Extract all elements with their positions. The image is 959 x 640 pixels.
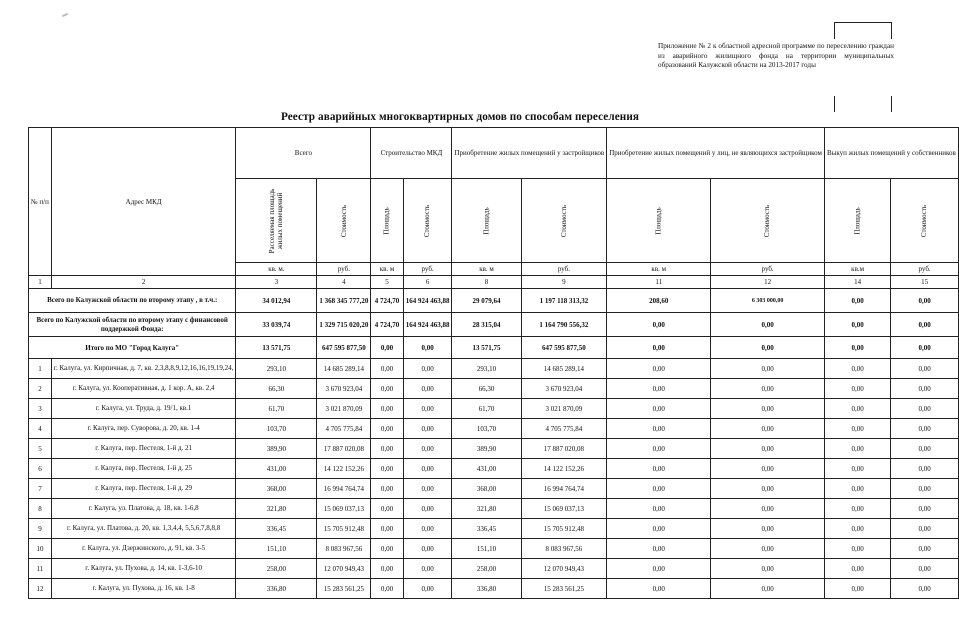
row-address: г. Калуга, ул. Платова, д. 20, кв. 1,3,4,4, 5,5,6,7,8,8,8 bbox=[51, 519, 236, 539]
subtotal-label: Итого по МО "Город Калуга" bbox=[29, 337, 236, 359]
table-row bbox=[29, 419, 959, 439]
row-value: 0,00 bbox=[403, 439, 452, 459]
total-value: 0,00 bbox=[824, 289, 890, 313]
row-number: 8 bbox=[29, 499, 52, 519]
row-value: 0,00 bbox=[403, 479, 452, 499]
unit-cell: руб. bbox=[891, 263, 959, 276]
row-value: 0,00 bbox=[371, 419, 403, 439]
header-subcol-label: Стоимость bbox=[920, 204, 929, 237]
row-value: 389,90 bbox=[236, 439, 317, 459]
column-number: 4 bbox=[317, 276, 371, 289]
row-number: 5 bbox=[29, 439, 52, 459]
unit-cell: кв. м bbox=[607, 263, 711, 276]
row-value: 14 122 152,26 bbox=[521, 459, 607, 479]
row-value: 151,10 bbox=[236, 539, 317, 559]
row-value: 0,00 bbox=[824, 539, 890, 559]
row-address: г. Калуга, ул. Платова, д. 18, кв. 1-6,8 bbox=[51, 499, 236, 519]
row-value: 4 705 775,84 bbox=[317, 419, 371, 439]
column-number: 11 bbox=[607, 276, 711, 289]
total-value: 28 315,04 bbox=[452, 313, 521, 337]
header-subcol bbox=[317, 179, 371, 263]
total-value: 0,00 bbox=[824, 313, 890, 337]
row-value: 0,00 bbox=[891, 419, 959, 439]
total-label: Всего по Калужской области по второму этапу с финансовой поддержкой Фонда: bbox=[29, 313, 236, 337]
row-number: 2 bbox=[29, 379, 52, 399]
row-value: 293,10 bbox=[452, 359, 521, 379]
row-address: г. Калуга, ул. Труда, д. 19/1, кв.1 bbox=[51, 399, 236, 419]
row-value: 0,00 bbox=[711, 439, 825, 459]
row-value: 258,00 bbox=[452, 559, 521, 579]
row-value: 0,00 bbox=[824, 439, 890, 459]
corner-frame-bottom bbox=[834, 96, 892, 112]
total-value: 164 924 463,88 bbox=[403, 289, 452, 313]
header-subcol bbox=[403, 179, 452, 263]
subtotal-value: 647 595 877,50 bbox=[317, 337, 371, 359]
header-group-buyout: Выкуп жилых помещений у собственников bbox=[824, 128, 958, 179]
header-subcol bbox=[711, 179, 825, 263]
row-value: 0,00 bbox=[711, 539, 825, 559]
row-value: 368,00 bbox=[236, 479, 317, 499]
row-value: 16 994 764,74 bbox=[521, 479, 607, 499]
row-value: 0,00 bbox=[824, 419, 890, 439]
row-value: 0,00 bbox=[371, 479, 403, 499]
row-value: 0,00 bbox=[824, 579, 890, 599]
row-value: 0,00 bbox=[371, 519, 403, 539]
row-value: 15 705 912,48 bbox=[317, 519, 371, 539]
table-row bbox=[29, 519, 959, 539]
row-value: 15 283 561,25 bbox=[317, 579, 371, 599]
table-row bbox=[29, 379, 959, 399]
subtotal-row bbox=[29, 337, 959, 359]
row-value: 0,00 bbox=[711, 419, 825, 439]
column-number: 3 bbox=[236, 276, 317, 289]
header-subcol-label: Стоимость bbox=[423, 204, 432, 237]
table-row bbox=[29, 359, 959, 379]
header-subcol-label: Площадь bbox=[853, 206, 862, 235]
row-value: 0,00 bbox=[607, 459, 711, 479]
row-number: 7 bbox=[29, 479, 52, 499]
row-value: 0,00 bbox=[891, 539, 959, 559]
total-value: 1 368 345 777,20 bbox=[317, 289, 371, 313]
total-value: 0,00 bbox=[711, 313, 825, 337]
row-value: 0,00 bbox=[403, 579, 452, 599]
row-value: 0,00 bbox=[711, 519, 825, 539]
header-subcol-label: Площадь bbox=[482, 206, 491, 235]
unit-cell: кв. м. bbox=[236, 263, 317, 276]
unit-cell: руб. bbox=[403, 263, 452, 276]
total-value: 208,60 bbox=[607, 289, 711, 313]
row-value: 0,00 bbox=[371, 439, 403, 459]
total-value: 4 724,70 bbox=[371, 313, 403, 337]
row-value: 0,00 bbox=[371, 359, 403, 379]
header-address: Адрес МКД bbox=[51, 128, 236, 276]
row-value: 336,80 bbox=[236, 579, 317, 599]
row-number: 1 bbox=[29, 359, 52, 379]
row-value: 17 887 020,08 bbox=[521, 439, 607, 459]
subtotal-value: 0,00 bbox=[824, 337, 890, 359]
row-value: 0,00 bbox=[824, 359, 890, 379]
row-value: 0,00 bbox=[824, 399, 890, 419]
row-number: 12 bbox=[29, 579, 52, 599]
header-subcol-label: Стоимость bbox=[339, 204, 348, 237]
row-value: 0,00 bbox=[607, 399, 711, 419]
row-value: 66,30 bbox=[452, 379, 521, 399]
row-value: 14 685 289,14 bbox=[521, 359, 607, 379]
row-value: 0,00 bbox=[824, 479, 890, 499]
row-value: 12 070 949,43 bbox=[521, 559, 607, 579]
column-number: 6 bbox=[403, 276, 452, 289]
row-address: г. Калуга, пер. Суворова, д. 20, кв. 1-4 bbox=[51, 419, 236, 439]
row-address: г. Калуга, ул. Пухова, д. 16, кв. 1-8 bbox=[51, 579, 236, 599]
row-value: 0,00 bbox=[711, 479, 825, 499]
row-value: 0,00 bbox=[891, 499, 959, 519]
row-value: 15 069 037,13 bbox=[521, 499, 607, 519]
row-value: 0,00 bbox=[371, 459, 403, 479]
header-subcol bbox=[371, 179, 403, 263]
total-value: 4 724,70 bbox=[371, 289, 403, 313]
column-number: 15 bbox=[891, 276, 959, 289]
registry-table bbox=[28, 127, 959, 599]
row-value: 0,00 bbox=[403, 539, 452, 559]
column-number: 8 bbox=[452, 276, 521, 289]
row-value: 0,00 bbox=[607, 559, 711, 579]
row-value: 0,00 bbox=[607, 419, 711, 439]
header-subcol bbox=[521, 179, 607, 263]
row-value: 0,00 bbox=[891, 519, 959, 539]
total-value: 29 079,64 bbox=[452, 289, 521, 313]
row-value: 0,00 bbox=[891, 479, 959, 499]
row-value: 0,00 bbox=[371, 399, 403, 419]
header-group-non-developers: Приобретение жилых помещений у лиц, не являющихся застройщиком bbox=[607, 128, 825, 179]
total-value: 34 012,94 bbox=[236, 289, 317, 313]
row-value: 0,00 bbox=[891, 459, 959, 479]
row-value: 0,00 bbox=[371, 379, 403, 399]
table-row bbox=[29, 539, 959, 559]
total-value: 1 164 790 556,32 bbox=[521, 313, 607, 337]
subtotal-value: 13 571,75 bbox=[236, 337, 317, 359]
subtotal-value: 0,00 bbox=[711, 337, 825, 359]
header-subcol-label: Стоимость bbox=[559, 204, 568, 237]
row-value: 0,00 bbox=[891, 439, 959, 459]
row-value: 0,00 bbox=[607, 519, 711, 539]
row-value: 336,80 bbox=[452, 579, 521, 599]
row-value: 8 083 967,56 bbox=[317, 539, 371, 559]
row-value: 12 070 949,43 bbox=[317, 559, 371, 579]
row-value: 0,00 bbox=[711, 379, 825, 399]
table-row bbox=[29, 559, 959, 579]
row-value: 0,00 bbox=[711, 359, 825, 379]
annex-note: Приложение № 2 к областной адресной программе по переселению граждан из аварийного жилищного фонда на территории муниципальных образований Калужской области на 2013-2017 годы bbox=[658, 42, 894, 70]
unit-cell: кв. м bbox=[452, 263, 521, 276]
row-value: 0,00 bbox=[607, 579, 711, 599]
row-value: 258,00 bbox=[236, 559, 317, 579]
row-value: 103,70 bbox=[236, 419, 317, 439]
row-value: 0,00 bbox=[711, 459, 825, 479]
row-value: 0,00 bbox=[824, 379, 890, 399]
subtotal-value: 0,00 bbox=[371, 337, 403, 359]
total-value: 1 197 118 313,32 bbox=[521, 289, 607, 313]
row-value: 0,00 bbox=[891, 579, 959, 599]
column-number: 12 bbox=[711, 276, 825, 289]
column-number: 1 bbox=[29, 276, 52, 289]
header-number: № п/п bbox=[29, 128, 52, 276]
scan-artifact bbox=[62, 13, 68, 17]
row-value: 0,00 bbox=[607, 539, 711, 559]
row-value: 0,00 bbox=[891, 559, 959, 579]
column-number: 9 bbox=[521, 276, 607, 289]
row-value: 8 083 967,56 bbox=[521, 539, 607, 559]
row-value: 15 069 037,13 bbox=[317, 499, 371, 519]
row-value: 0,00 bbox=[711, 499, 825, 519]
row-value: 0,00 bbox=[891, 399, 959, 419]
row-value: 0,00 bbox=[891, 359, 959, 379]
row-value: 0,00 bbox=[824, 559, 890, 579]
row-value: 3 670 923,04 bbox=[317, 379, 371, 399]
column-number: 5 bbox=[371, 276, 403, 289]
header-subcol-label: Расселяемая площадь жилых помещений bbox=[268, 188, 285, 253]
header-subcol-label: Площадь bbox=[383, 206, 392, 235]
row-value: 293,10 bbox=[236, 359, 317, 379]
header-group-developers: Приобретение жилых помещений у застройщиков bbox=[452, 128, 607, 179]
row-value: 0,00 bbox=[607, 439, 711, 459]
row-value: 321,80 bbox=[236, 499, 317, 519]
row-value: 4 705 775,84 bbox=[521, 419, 607, 439]
total-value: 0,00 bbox=[891, 289, 959, 313]
row-value: 0,00 bbox=[891, 379, 959, 399]
row-value: 0,00 bbox=[403, 359, 452, 379]
row-value: 66,30 bbox=[236, 379, 317, 399]
row-value: 0,00 bbox=[403, 459, 452, 479]
unit-cell: кв.м bbox=[824, 263, 890, 276]
table-row bbox=[29, 479, 959, 499]
row-value: 0,00 bbox=[403, 559, 452, 579]
row-number: 6 bbox=[29, 459, 52, 479]
header-subcol bbox=[236, 179, 317, 263]
table-row bbox=[29, 499, 959, 519]
row-address: г. Калуга, ул. Дзержинского, д. 91, кв. 3-5 bbox=[51, 539, 236, 559]
row-address: г. Калуга, ул. Кооперативная, д. 1 кор. А, кв. 2,4 bbox=[51, 379, 236, 399]
row-value: 0,00 bbox=[711, 559, 825, 579]
header-subcol-label: Площадь bbox=[654, 206, 663, 235]
row-value: 0,00 bbox=[371, 559, 403, 579]
total-value: 1 329 715 020,20 bbox=[317, 313, 371, 337]
unit-cell: руб. bbox=[711, 263, 825, 276]
row-value: 0,00 bbox=[607, 479, 711, 499]
table-row bbox=[29, 459, 959, 479]
row-value: 389,90 bbox=[452, 439, 521, 459]
unit-cell: кв. м bbox=[371, 263, 403, 276]
row-address: г. Калуга, пер. Пестеля, 1-й д. 25 bbox=[51, 459, 236, 479]
row-value: 17 887 020,08 bbox=[317, 439, 371, 459]
unit-cell: руб. bbox=[317, 263, 371, 276]
row-value: 431,00 bbox=[452, 459, 521, 479]
subtotal-value: 0,00 bbox=[891, 337, 959, 359]
row-value: 0,00 bbox=[403, 379, 452, 399]
row-value: 14 685 289,14 bbox=[317, 359, 371, 379]
row-value: 0,00 bbox=[371, 539, 403, 559]
row-value: 61,70 bbox=[236, 399, 317, 419]
row-number: 11 bbox=[29, 559, 52, 579]
row-value: 0,00 bbox=[607, 379, 711, 399]
total-value: 164 924 463,88 bbox=[403, 313, 452, 337]
unit-cell: руб. bbox=[521, 263, 607, 276]
row-value: 103,70 bbox=[452, 419, 521, 439]
table-row bbox=[29, 439, 959, 459]
table-row bbox=[29, 579, 959, 599]
row-value: 0,00 bbox=[824, 459, 890, 479]
row-value: 3 670 923,04 bbox=[521, 379, 607, 399]
total-row bbox=[29, 313, 959, 337]
row-value: 0,00 bbox=[711, 399, 825, 419]
row-value: 15 705 912,48 bbox=[521, 519, 607, 539]
header-subcol bbox=[607, 179, 711, 263]
subtotal-value: 13 571,75 bbox=[452, 337, 521, 359]
row-value: 0,00 bbox=[824, 519, 890, 539]
row-value: 0,00 bbox=[403, 399, 452, 419]
header-subcol bbox=[824, 179, 890, 263]
row-address: г. Калуга, пер. Пестеля, 1-й д. 29 bbox=[51, 479, 236, 499]
row-address: г. Калуга, ул. Пухова, д. 14, кв. 1-3,6-10 bbox=[51, 559, 236, 579]
row-value: 0,00 bbox=[824, 499, 890, 519]
row-value: 151,10 bbox=[452, 539, 521, 559]
corner-frame-top bbox=[834, 22, 892, 39]
row-value: 3 021 870,09 bbox=[317, 399, 371, 419]
subtotal-value: 647 595 877,50 bbox=[521, 337, 607, 359]
total-value: 0,00 bbox=[891, 313, 959, 337]
header-subcol bbox=[891, 179, 959, 263]
row-number: 4 bbox=[29, 419, 52, 439]
row-value: 321,80 bbox=[452, 499, 521, 519]
row-value: 336,45 bbox=[236, 519, 317, 539]
column-number: 14 bbox=[824, 276, 890, 289]
subtotal-value: 0,00 bbox=[403, 337, 452, 359]
row-value: 15 283 561,25 bbox=[521, 579, 607, 599]
row-value: 0,00 bbox=[371, 579, 403, 599]
row-value: 368,00 bbox=[452, 479, 521, 499]
total-label: Всего по Калужской области по второму этапу , в т.ч.: bbox=[29, 289, 236, 313]
row-value: 16 994 764,74 bbox=[317, 479, 371, 499]
row-value: 14 122 152,26 bbox=[317, 459, 371, 479]
row-value: 0,00 bbox=[403, 519, 452, 539]
row-value: 0,00 bbox=[711, 579, 825, 599]
header-subcol-label: Стоимость bbox=[763, 204, 772, 237]
row-number: 9 bbox=[29, 519, 52, 539]
header-group-construction: Строительство МКД bbox=[371, 128, 452, 179]
row-value: 0,00 bbox=[371, 499, 403, 519]
row-number: 3 bbox=[29, 399, 52, 419]
row-address: г. Калуга, пер. Пестеля, 1-й д. 21 bbox=[51, 439, 236, 459]
row-value: 0,00 bbox=[607, 499, 711, 519]
row-value: 0,00 bbox=[403, 419, 452, 439]
subtotal-value: 0,00 bbox=[607, 337, 711, 359]
total-row bbox=[29, 289, 959, 313]
table-row bbox=[29, 399, 959, 419]
row-value: 431,00 bbox=[236, 459, 317, 479]
row-value: 61,70 bbox=[452, 399, 521, 419]
page-title: Реестр аварийных многоквартирных домов по способам переселения bbox=[280, 111, 640, 123]
header-group-total: Всего bbox=[236, 128, 371, 179]
row-address: г. Калуга, ул. Кирпичная, д. 7, кв. 2,3,8,8,9,12,16,16,19,19,24, bbox=[51, 359, 236, 379]
total-value: 33 039,74 bbox=[236, 313, 317, 337]
header-subcol bbox=[452, 179, 521, 263]
row-value: 0,00 bbox=[607, 359, 711, 379]
row-value: 336,45 bbox=[452, 519, 521, 539]
total-value: 0,00 bbox=[607, 313, 711, 337]
column-number: 2 bbox=[51, 276, 236, 289]
total-value: 6 303 000,00 bbox=[711, 289, 825, 313]
row-value: 3 021 870,09 bbox=[521, 399, 607, 419]
row-number: 10 bbox=[29, 539, 52, 559]
row-value: 0,00 bbox=[403, 499, 452, 519]
